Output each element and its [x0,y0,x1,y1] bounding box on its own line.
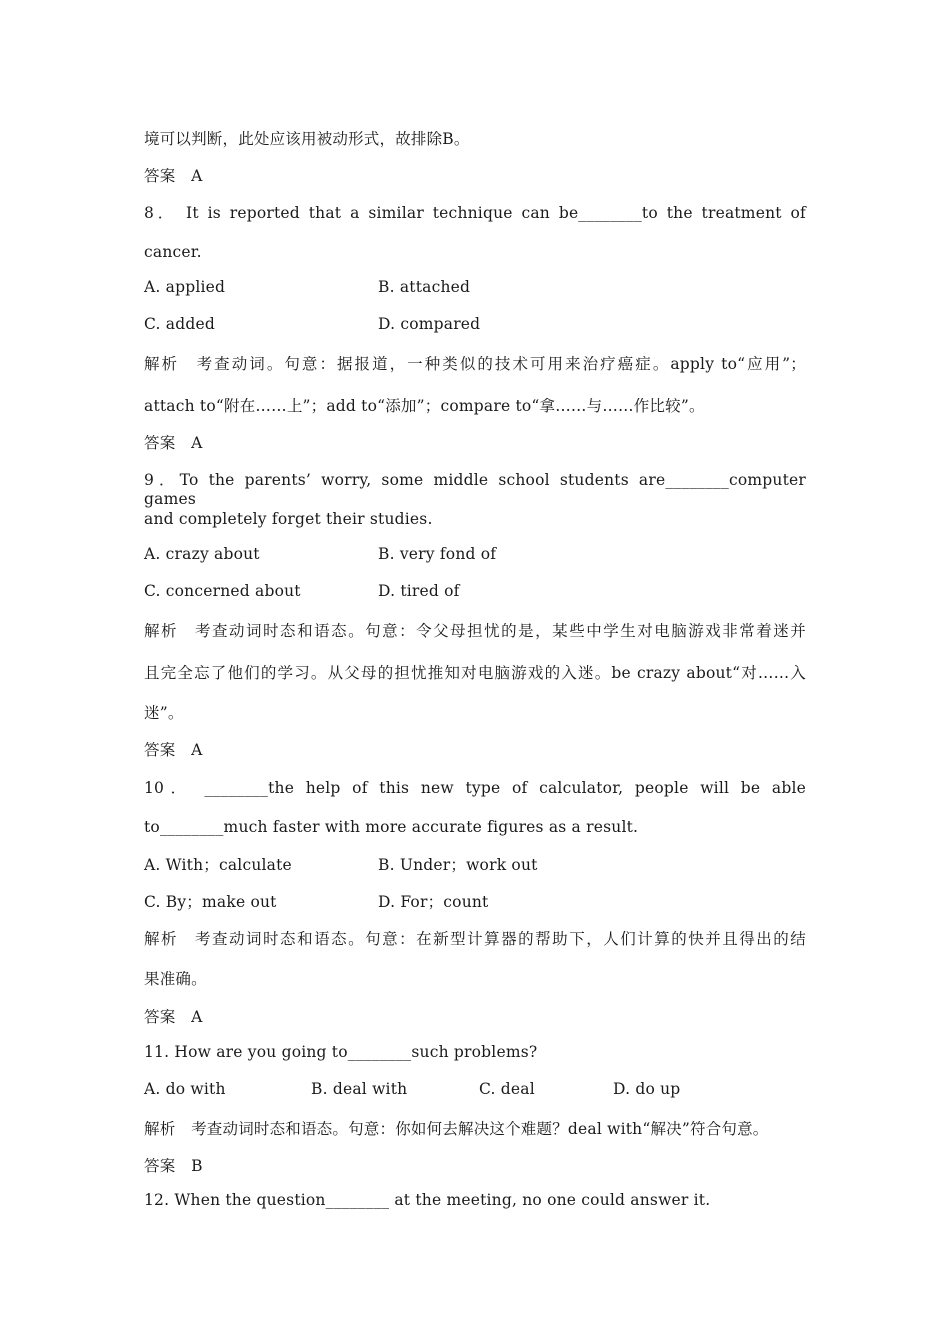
question-8-stem-cont: cancer. [144,243,202,261]
q10-option-b: B. Under；work out [378,856,538,874]
q8-option-d: D. compared [378,315,481,333]
question-12-stem: 12. When the question________ at the meeting, no one could answer it. [144,1191,711,1209]
q10-explanation-cont: 果准确。 [144,970,207,988]
q10-option-c: C. By；make out [144,893,277,911]
question-9-stem-cont: and completely forget their studies. [144,510,433,528]
q11-explanation: 解析 考查动词时态和语态。句意：你如何去解决这个难题？deal with“解决”符合句意。 [144,1120,769,1138]
question-10-stem-cont: to________much faster with more accurate figures as a result. [144,818,639,836]
q10-option-d: D. For；count [378,893,489,911]
q9-explanation: 解析 考查动词时态和语态。句意：令父母担忧的是，某些中学生对电脑游戏非常着迷并 [144,622,806,640]
q8-option-b: B. attached [378,278,471,296]
q9-option-b: B. very fond of [378,545,497,563]
q8-explanation-cont: attach to“附在……上”；add to“添加”；compare to“拿……与……作比较”。 [144,397,705,415]
explanation-continuation: 境可以判断，此处应该用被动形式，故排除B。 [144,130,470,148]
q10-option-a: A. With；calculate [144,856,292,874]
q8-answer: 答案 A [144,434,203,452]
q10-answer: 答案 A [144,1008,203,1026]
question-11-stem: 11. How are you going to________such problems? [144,1043,538,1061]
q8-option-a: A. applied [144,278,226,296]
q11-option-d: D. do up [613,1080,681,1098]
answer-line: 答案 A [144,167,203,185]
q9-option-d: D. tired of [378,582,460,600]
q11-option-b: B. deal with [311,1080,408,1098]
q11-option-c: C. deal [479,1080,535,1098]
q9-answer: 答案 A [144,741,203,759]
question-9-stem: 9．To the parents’ worry, some middle school students are________computer games [144,471,806,508]
question-8-stem: 8． It is reported that a similar technique can be________to the treatment of [144,204,806,222]
q9-option-a: A. crazy about [144,545,260,563]
q10-explanation: 解析 考查动词时态和语态。句意：在新型计算器的帮助下，人们计算的快并且得出的结 [144,930,806,948]
q9-option-c: C. concerned about [144,582,301,600]
question-10-stem: 10． ________the help of this new type of calculator, people will be able [144,779,806,797]
q9-explanation-cont: 且完全忘了他们的学习。从父母的担忧推知对电脑游戏的入迷。be crazy about“对……入 [144,664,806,682]
q8-explanation: 解析 考查动词。句意：据报道，一种类似的技术可用来治疗癌症。apply to“应用”； [144,355,806,373]
q11-answer: 答案 B [144,1157,203,1175]
q9-explanation-end: 迷”。 [144,704,184,722]
q8-option-c: C. added [144,315,215,333]
q11-option-a: A. do with [144,1080,226,1098]
